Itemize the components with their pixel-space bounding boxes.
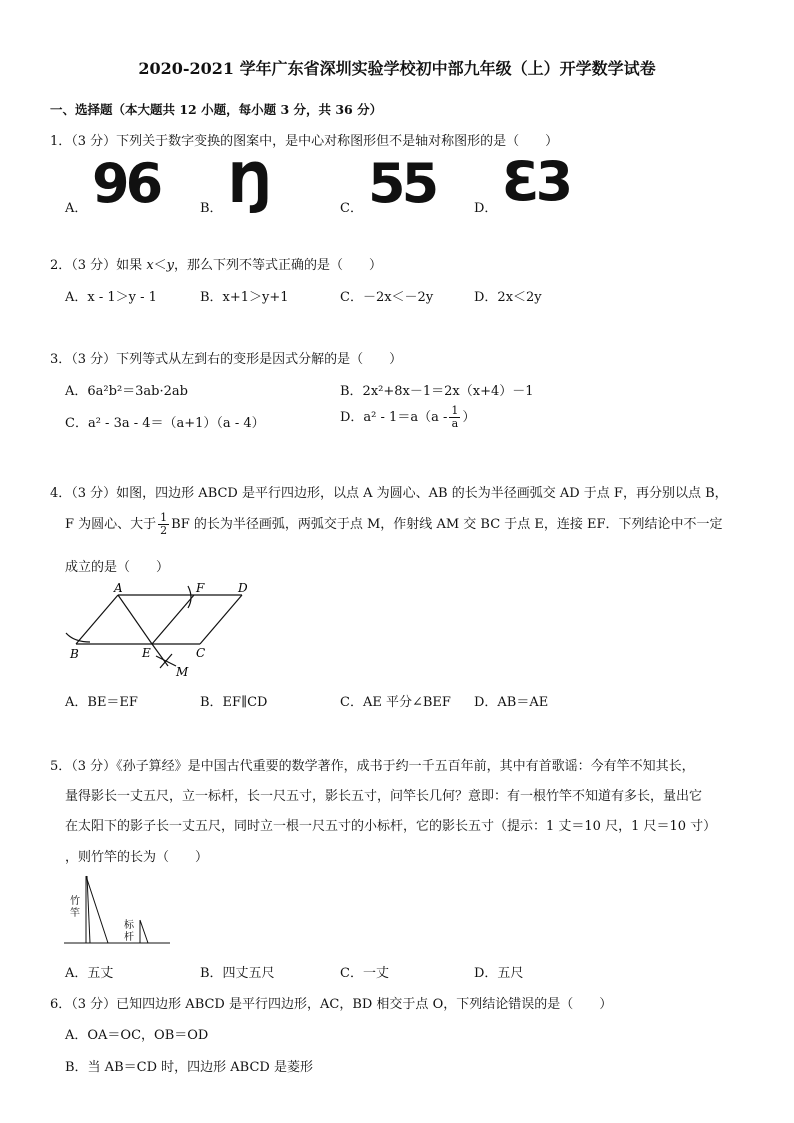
q5-line-1: 5．（3 分）《孙子算经》是中国古代重要的数学著作，成书于约一千五百年前，其中有首歌谣：今有竿不知其长， xyxy=(50,759,695,774)
q4-line-3: 成立的是（ ） xyxy=(65,560,170,575)
q4-option-a: A．BE＝EF xyxy=(65,695,138,710)
q1-option-b-label: B． xyxy=(200,201,223,216)
q5-shadow-figure xyxy=(60,870,180,948)
fig-label-pole-2: 杆 xyxy=(124,932,134,943)
q2-option-c: C．－2x＜－2y xyxy=(340,290,434,305)
q5-option-c: C．一丈 xyxy=(340,966,389,981)
q4-option-b: B．EF∥CD xyxy=(200,695,268,710)
section-heading: 一、选择题（本大题共 12 小题，每小题 3 分，共 36 分） xyxy=(50,102,383,117)
q1-option-a-label: A． xyxy=(65,201,88,216)
fig-label-a: A xyxy=(114,581,123,595)
exam-title: 2020-2021 学年广东省深圳实验学校初中部九年级（上）开学数学试卷 xyxy=(138,59,656,78)
q5-line-3: 在太阳下的影子长一丈五尺，同时立一根一尺五寸的小标杆，它的影长五寸（提示：1 丈＝10 尺，1 尺＝10 寸） xyxy=(65,819,717,834)
q3-option-b: B．2x²+8x－1＝2x（x+4）－1 xyxy=(340,384,534,399)
q2-option-d: D．2x＜2y xyxy=(474,290,542,305)
q3-option-d: D．a² - 1＝a（a - $\frac{1}{a}$ ） xyxy=(340,404,476,430)
q1-option-d-label: D． xyxy=(474,201,498,216)
q3-option-a: A．6a²b²＝3ab·2ab xyxy=(65,384,188,399)
q6-option-a: A．OA＝OC，OB＝OD xyxy=(65,1028,209,1043)
q1-option-d-glyph: Ɛ3 xyxy=(502,150,570,213)
q6-option-b: B．当 AB＝CD 时，四边形 ABCD 是菱形 xyxy=(65,1060,313,1075)
q3-fraction: $\frac{1}{a}$ xyxy=(451,404,459,430)
q4-line-2: F 为圆心、大于 $\frac{1}{2}$ BF 的长为半径画弧，两弧交于点 M，作射线 AM 交 BC 于点 E，连接 EF．下列结论中不一定 xyxy=(65,511,723,537)
q1-stem: 1．（3 分）下列关于数字变换的图案中，是中心对称图形但不是轴对称图形的是（ ） xyxy=(50,134,559,149)
fig-label-f: F xyxy=(196,581,205,595)
q4-option-d: D．AB＝AE xyxy=(474,695,549,710)
fig-label-bamboo-2: 竿 xyxy=(70,908,80,919)
fig-label-c: C xyxy=(196,646,206,660)
fig-label-e: E xyxy=(142,646,151,660)
q5-line-4: ，则竹竿的长为（ ） xyxy=(65,850,209,865)
fig-label-m: M xyxy=(176,665,189,679)
q5-line-2: 量得影长一丈五尺，立一标杆，长一尺五寸，影长五寸，问竿长几何？意即：有一根竹竿不知道有多长，量出它 xyxy=(65,789,703,804)
q5-option-d: D．五尺 xyxy=(474,966,524,981)
q5-option-b: B．四丈五尺 xyxy=(200,966,275,981)
q1-option-a-glyph: 96 xyxy=(92,152,160,215)
q4-fraction: $\frac{1}{2}$ xyxy=(160,511,168,537)
fig-label-b: B xyxy=(70,647,79,661)
q4-line-1: 4．（3 分）如图，四边形 ABCD 是平行四边形，以点 A 为圆心、AB 的长为半径画弧交 AD 于点 F，再分别以点 B， xyxy=(50,486,728,501)
q3-option-c: C．a² - 3a - 4＝（a+1）（a - 4） xyxy=(65,416,265,431)
q2-option-b: B．x+1＞y+1 xyxy=(200,290,289,305)
fig-label-bamboo-1: 竹 xyxy=(70,896,80,907)
q4-option-c: C．AE 平分∠BEF xyxy=(340,695,451,710)
q1-option-c-glyph: 55 xyxy=(368,152,436,215)
q2-option-a: A．x - 1＞y - 1 xyxy=(65,290,157,305)
q5-option-a: A．五丈 xyxy=(65,966,114,981)
q6-stem: 6．（3 分）已知四边形 ABCD 是平行四边形，AC，BD 相交于点 O，下列结论错误的是（ ） xyxy=(50,997,613,1012)
fig-label-d: D xyxy=(238,581,248,595)
q2-stem: 2．（3 分）如果 x＜y，那么下列不等式正确的是（ ） xyxy=(50,258,383,273)
fig-label-pole-1: 标 xyxy=(124,920,134,931)
q4-parallelogram-figure xyxy=(60,578,270,682)
q1-option-b-glyph: Ŋ xyxy=(228,152,270,215)
q3-stem: 3．（3 分）下列等式从左到右的变形是因式分解的是（ ） xyxy=(50,352,403,367)
q1-option-c-label: C． xyxy=(340,201,363,216)
